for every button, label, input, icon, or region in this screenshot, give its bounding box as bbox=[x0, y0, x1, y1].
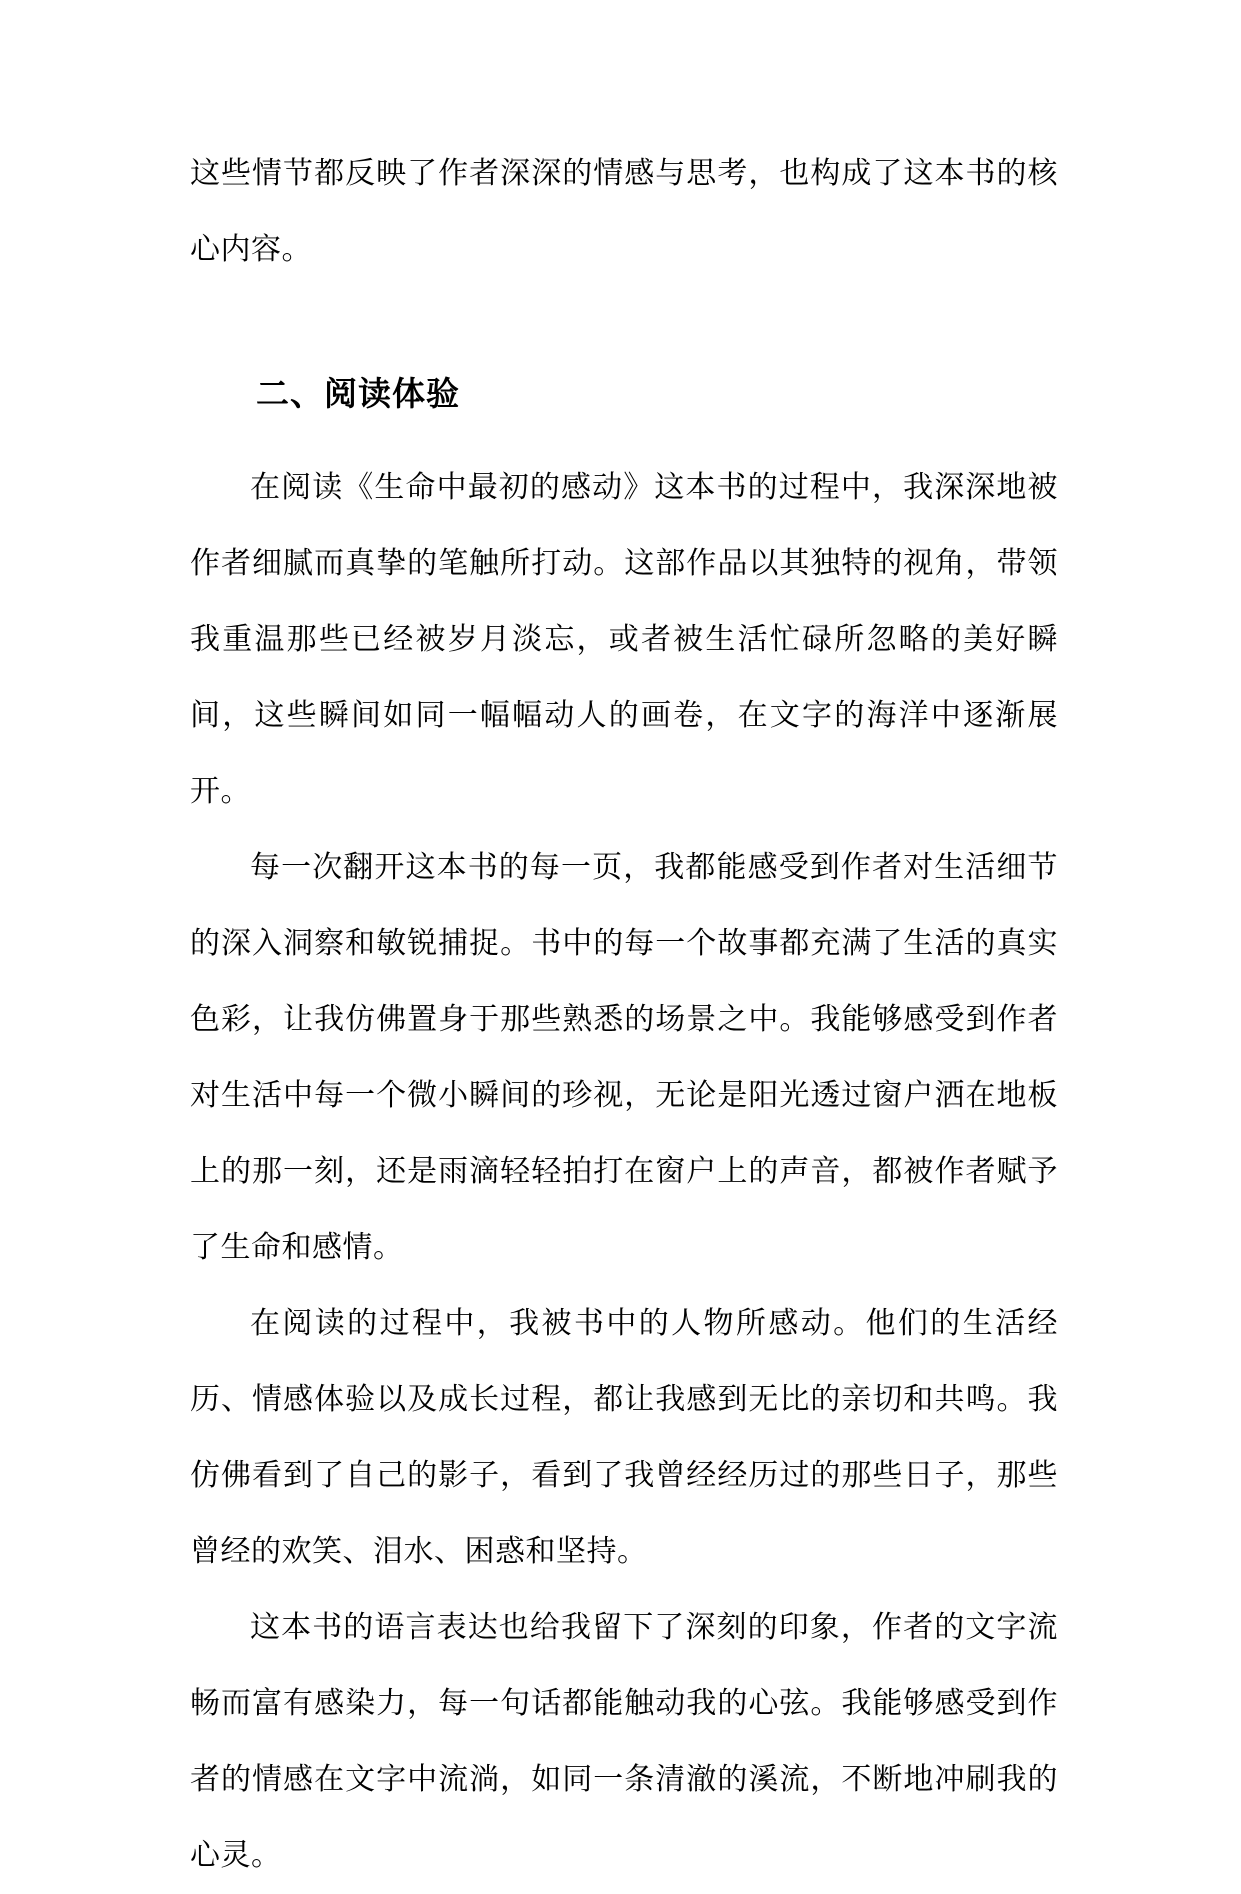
section-heading: 二、阅读体验 bbox=[256, 374, 460, 413]
paragraph-1: 在阅读《生命中最初的感动》这本书的过程中，我深深地被作者细腻而真挚的笔触所打动。这部作品以其独特的视角，带领我重温那些已经被岁月淡忘，或者被生活忙碌所忽略的美好瞬间，这些瞬间如同一幅幅动人的画卷，在文字的海洋中逐渐展开。 bbox=[190, 470, 1058, 809]
document-body bbox=[190, 136, 1058, 1894]
paragraph-3: 在阅读的过程中，我被书中的人物所感动。他们的生活经历、情感体验以及成长过程，都让我感到无比的亲切和共鸣。我仿佛看到了自己的影子，看到了我曾经经历过的那些日子，那些曾经的欢笑、泪水、困惑和坚持。 bbox=[190, 1306, 1058, 1569]
intro-paragraph: 这些情节都反映了作者深深的情感与思考，也构成了这本书的核心内容。 bbox=[190, 156, 1058, 267]
paragraph-4: 这本书的语言表达也给我留下了深刻的印象，作者的文字流畅而富有感染力，每一句话都能触动我的心弦。我能够感受到作者的情感在文字中流淌，如同一条清澈的溪流，不断地冲刷我的心灵。 bbox=[190, 1610, 1058, 1873]
paragraph-2: 每一次翻开这本书的每一页，我都能感受到作者对生活细节的深入洞察和敏锐捕捉。书中的每一个故事都充满了生活的真实色彩，让我仿佛置身于那些熟悉的场景之中。我能够感受到作者对生活中每一个微小瞬间的珍视，无论是阳光透过窗户洒在地板上的那一刻，还是雨滴轻轻拍打在窗户上的声音，都被作者赋予了生命和感情。 bbox=[190, 850, 1058, 1265]
